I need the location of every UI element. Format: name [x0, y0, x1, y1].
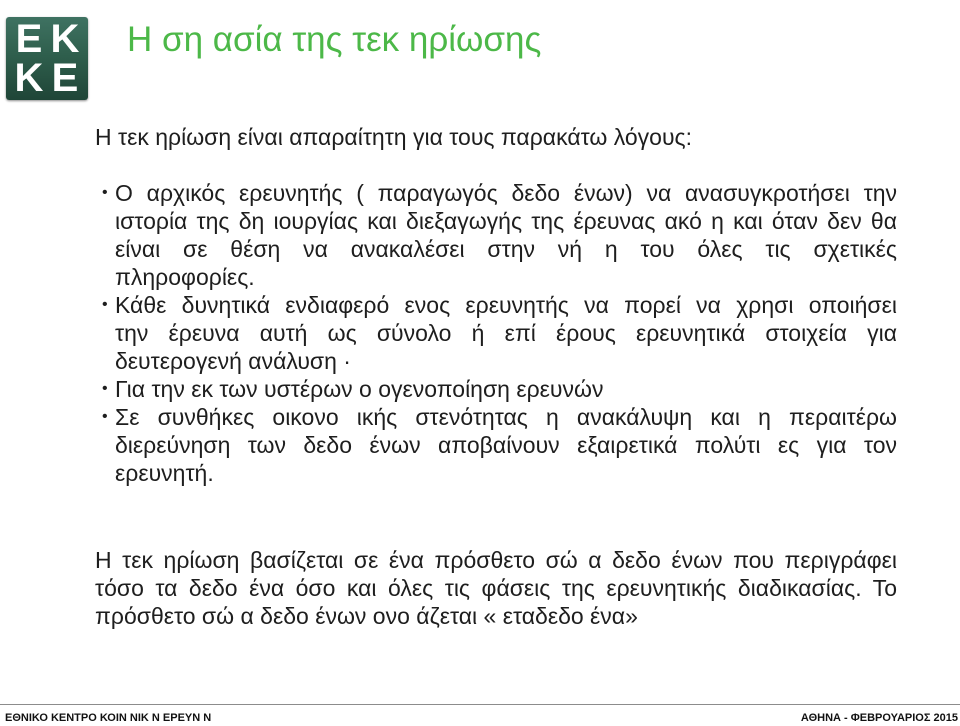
conclusion-line: τόσο τα δεδο ένα όσο και όλες τις φάσεις της ερευνητικής διαδικασίας. Το: [95, 575, 897, 601]
bullet-line: Για την εκ των υστέρων ο ογενοποίηση ερευνών: [115, 376, 604, 402]
bullet-list: [102, 179, 897, 487]
footer-date: ΑΘΗΝΑ - ΦΕΒΡΟΥΑΡΙΟΣ 2015: [800, 712, 958, 724]
bullet-line: Σε συνθήκες οικονο ικής στενότητας η ανακάλυψη και η περαιτέρω: [115, 404, 897, 430]
bullet-marker: •: [102, 184, 108, 201]
bullet-line: Ο αρχικός ερευνητής ( παραγωγός δεδο ένων) να ανασυγκροτήσει την: [115, 180, 897, 206]
footer-organization: ΕΘΝΙΚΟ ΚΕΝΤΡΟ ΚΟΙΝ ΝΙΚ Ν ΕΡΕΥΝ Ν: [5, 712, 212, 724]
bullet-item: [102, 403, 897, 487]
bullet-line: ερευνητή.: [115, 460, 214, 486]
bullet-line: δευτερογενή ανάλυση ·: [115, 348, 351, 374]
conclusion-line: Η τεκ ηρίωση βασίζεται σε ένα πρόσθετο σώ α δεδο ένων που περιγράφει: [95, 547, 897, 573]
logo-letter: K: [50, 17, 80, 62]
bullet-marker: •: [102, 296, 108, 313]
logo-letter: K: [14, 55, 44, 100]
ekke-logo: [6, 17, 88, 100]
bullet-line: την έρευνα αυτή ως σύνολο ή επί έρους ερευνητικά στοιχεία για: [115, 320, 897, 346]
intro-text: Η τεκ ηρίωση είναι απαραίτητη για τους παρακάτω λόγους:: [95, 124, 693, 150]
logo-letter: E: [15, 17, 43, 62]
slide-title: Η ση ασία της τεκ ηρίωσης: [127, 20, 542, 59]
conclusion-line: πρόσθετο σώ α δεδο ένων ονο άζεται « εταδεδο ένα»: [95, 603, 638, 629]
bullet-marker: •: [102, 408, 108, 425]
footer-divider: [0, 704, 960, 705]
bullet-item: [102, 291, 897, 375]
logo-letter: E: [51, 55, 79, 100]
bullet-item: [102, 375, 897, 403]
bullet-item: [102, 179, 897, 291]
bullet-marker: •: [102, 380, 108, 397]
bullet-line: Κάθε δυνητικά ενδιαφερό ενος ερευνητής να πορεί να χρησι οποιήσει: [115, 292, 897, 318]
bullet-line: ιστορία της δη ιουργίας και διεξαγωγής της έρευνας ακό η και όταν δεν θα: [115, 208, 897, 234]
bullet-line: είναι σε θέση να ανακαλέσει στην νή η του όλες τις σχετικές: [115, 236, 897, 262]
bullet-line: πληροφορίες.: [115, 264, 255, 290]
bullet-line: διερεύνηση των δεδο ένων αποβαίνουν εξαιρετικά πολύτι ες για τον: [115, 432, 897, 458]
conclusion-paragraph: [95, 546, 897, 630]
